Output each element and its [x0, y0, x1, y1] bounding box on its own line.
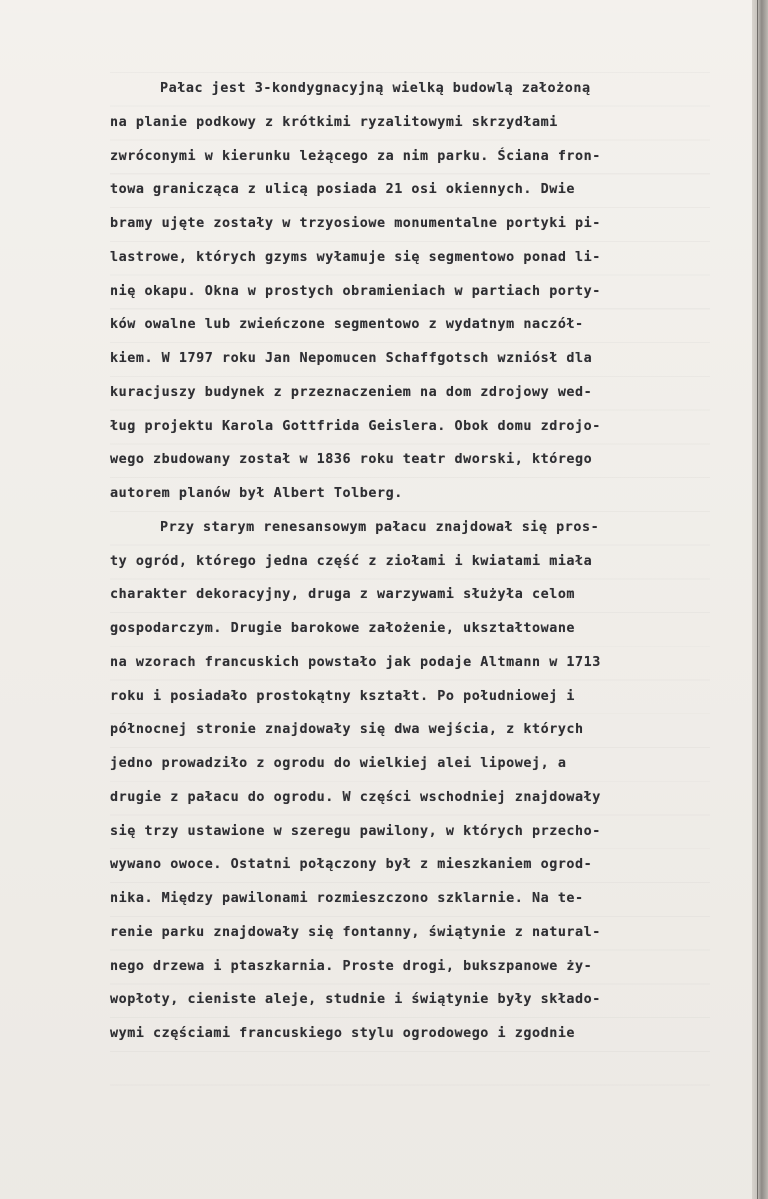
text-line: ków owalne lub zwieńczone segmentowo z wydatnym naczół- — [110, 317, 584, 333]
text-line: renie parku znajdowały się fontanny, świątynie z natural- — [110, 924, 601, 940]
text-line: kiem. W 1797 roku Jan Nepomucen Schaffgotsch wzniósł dla — [110, 351, 593, 366]
text-line: bramy ujęte zostały w trzyosiowe monumentalne portyki pi- — [110, 216, 601, 231]
text-line: drugie z pałacu do ogrodu. W części wschodniej znajdowały — [110, 789, 601, 805]
text-line: gospodarczym. Drugie barokowe założenie, ukształtowane — [110, 621, 576, 636]
text-line: na planie podkowy z krótkimi ryzalitowymi skrzydłami — [110, 114, 558, 130]
text-line: się trzy ustawione w szeregu pawilony, w których przecho- — [110, 823, 601, 839]
text-line: autorem planów był Albert Tolberg. — [110, 486, 403, 501]
text-line: Przy starym renesansowym pałacu znajdował się pros- — [160, 519, 600, 535]
text-line: wymi częściami francuskiego stylu ogrodowego i zgodnie — [110, 1026, 576, 1041]
text-line: wywano owoce. Ostatni połączony był z mieszkaniem ogrod- — [110, 857, 593, 873]
text-line: roku i posiadało prostokątny kształt. Po południowej i — [110, 688, 576, 704]
text-line: jedno prowadziło z ogrodu do wielkiej alei lipowej, a — [110, 756, 567, 771]
typewritten-text-block — [110, 72, 710, 1051]
text-line: towa granicząca z ulicą posiada 21 osi okiennych. Dwie — [110, 182, 576, 198]
text-line: wego zbudowany został w 1836 roku teatr dworski, którego — [110, 452, 593, 468]
text-line: charakter dekoracyjny, druga z warzywami służyła celom — [110, 587, 576, 603]
text-line: nego drzewa i ptaszkarnia. Proste drogi, bukszpanowe ży- — [110, 958, 593, 974]
text-line: Pałac jest 3-kondygnacyjną wielką budowlą założoną — [160, 81, 591, 96]
text-line: lastrowe, których gzyms wyłamuje się segmentowo ponad li- — [110, 249, 601, 265]
text-line: ług projektu Karola Gottfrida Geislera. Obok domu zdrojo- — [110, 418, 601, 434]
page-binding-edge — [752, 0, 768, 1199]
text-line: północnej stronie znajdowały się dwa wejścia, z których — [110, 722, 584, 738]
page-edge-line — [757, 0, 758, 1199]
text-line: nika. Między pawilonami rozmieszczono szklarnie. Na te- — [110, 891, 584, 906]
text-line: wopłoty, cieniste aleje, studnie i świątynie były składo- — [110, 992, 601, 1008]
text-line: zwróconymi w kierunku leżącego za nim parku. Ściana fron- — [110, 148, 601, 164]
text-line: ty ogród, którego jedna część z ziołami i kwiatami miała — [110, 553, 593, 569]
text-line: na wzorach francuskich powstało jak podaje Altmann w 1713 — [110, 654, 601, 670]
text-line: nię okapu. Okna w prostych obramieniach w partiach porty- — [110, 283, 601, 299]
text-line: kuracjuszy budynek z przeznaczeniem na dom zdrojowy wed- — [110, 384, 593, 400]
